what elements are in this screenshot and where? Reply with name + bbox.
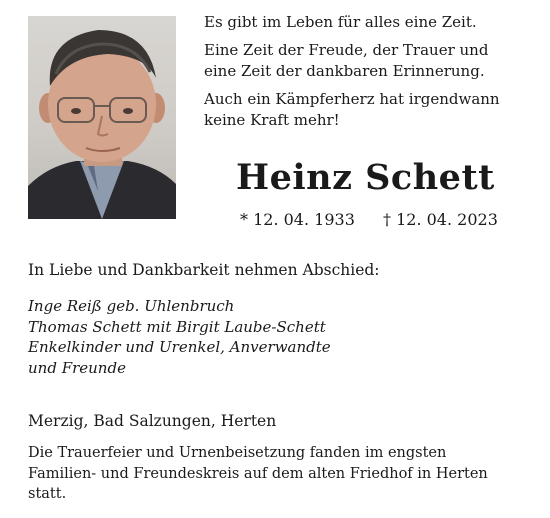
mourner-line: Thomas Schett mit Birgit Laube-Schett [28, 317, 326, 336]
poem-verse [204, 12, 534, 138]
portrait-illustration [28, 16, 176, 219]
notice-line: statt. [28, 486, 67, 502]
mourner-line: und Freunde [28, 358, 126, 377]
places: Merzig, Bad Salzungen, Herten [28, 412, 277, 430]
notice-line: Familien- und Freundeskreis auf dem alten Friedhof in Herten [28, 465, 488, 482]
mourner-line: Enkelkinder und Urenkel, Anverwandte [28, 338, 331, 356]
mourners-list [28, 296, 331, 378]
poem-line: Eine Zeit der Freude, der Trauer und [204, 41, 489, 59]
poem-line: Auch ein Kämpferherz hat irgendwann [204, 90, 500, 108]
poem-line: eine Zeit der dankbaren Erinnerung. [204, 62, 485, 80]
poem-line: Es gibt im Leben für alles eine Zeit. [204, 13, 477, 31]
mourner-line: Inge Reiß geb. Uhlenbruch [28, 297, 235, 315]
notice-line: Die Trauerfeier und Urnenbeisetzung fanden im engsten [28, 445, 447, 461]
portrait-photo [28, 16, 176, 219]
death-date: † 12. 04. 2023 [383, 210, 498, 229]
deceased-name: Heinz Schett [236, 157, 495, 198]
funeral-notice [28, 443, 528, 505]
birth-date: * 12. 04. 1933 [240, 210, 355, 229]
farewell-intro: In Liebe und Dankbarkeit nehmen Abschied: [28, 261, 380, 279]
poem-line: keine Kraft mehr! [204, 111, 340, 129]
